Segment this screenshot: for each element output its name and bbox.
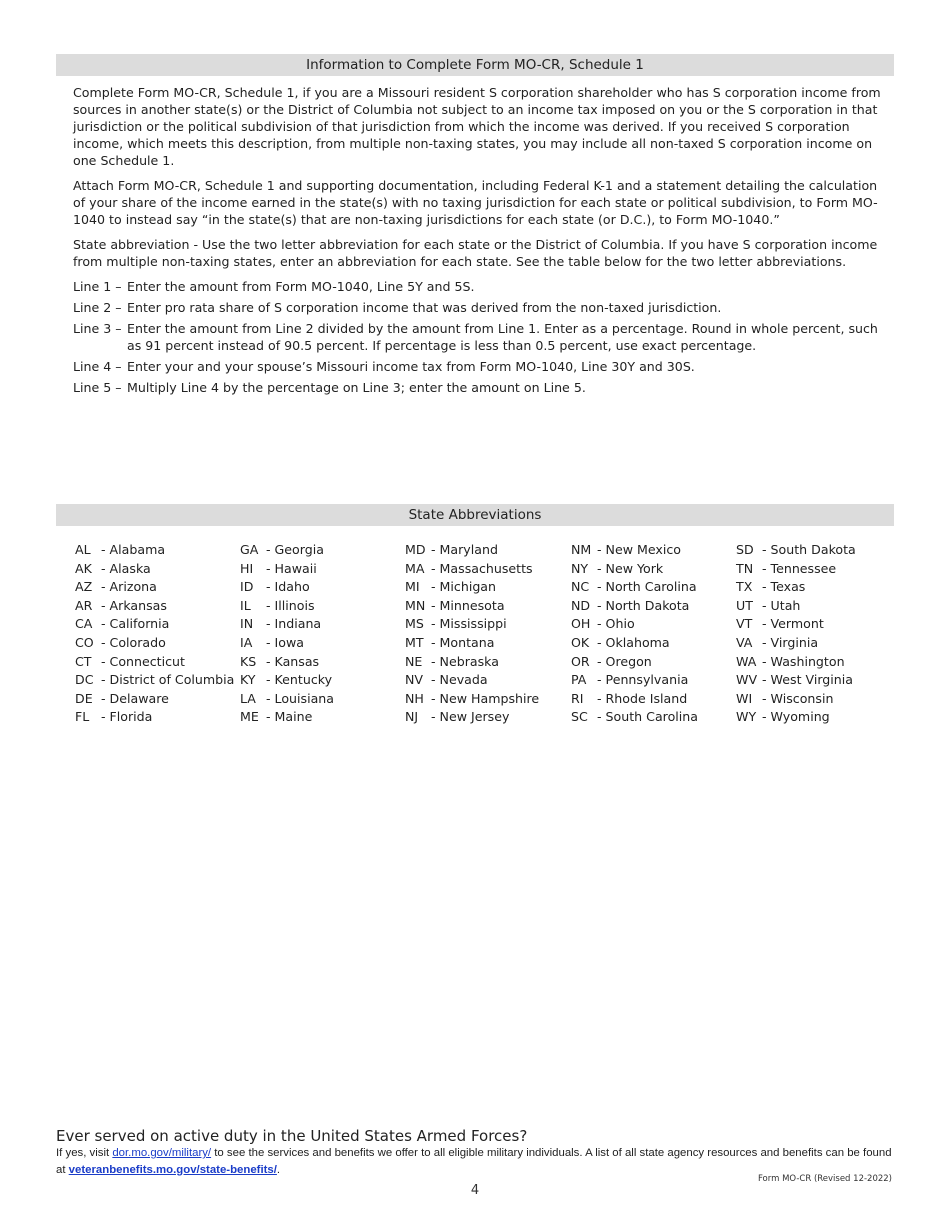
instructions-body — [73, 84, 881, 400]
state-name: - Ohio — [597, 616, 635, 632]
state-abbr: NY — [571, 560, 589, 576]
state-name: - South Carolina — [597, 709, 698, 725]
state-name: - Idaho — [266, 579, 310, 595]
state-abbr: ME — [240, 709, 259, 725]
state-entry — [240, 615, 334, 634]
state-name: - Pennsylvania — [597, 672, 689, 688]
state-abbr: AL — [75, 542, 91, 557]
state-entry — [571, 653, 698, 672]
state-name: - North Carolina — [597, 579, 697, 595]
state-entry — [405, 708, 539, 727]
state-name: - Colorado — [101, 634, 166, 650]
state-entry — [75, 541, 234, 560]
state-abbr: VA — [736, 634, 753, 650]
state-abbr: WY — [736, 709, 757, 725]
state-name: - South Dakota — [762, 542, 856, 557]
state-entry — [571, 597, 698, 616]
state-name: - Florida — [101, 709, 153, 725]
footer-text-part: . — [276, 1163, 281, 1176]
state-entry — [75, 671, 234, 690]
instruction-paragraph: State abbreviation - Use the two letter abbreviation for each state or the District of Columbia. If you have S corporation income from multiple non-taxing states, enter an abbreviation for each state. See the table below for the two letter abbreviations. — [73, 237, 878, 269]
state-name: - Hawaii — [266, 560, 317, 576]
state-abbr: UT — [736, 597, 753, 613]
state-abbr: IN — [240, 616, 254, 632]
footer-text-part: If yes, visit — [56, 1147, 110, 1159]
state-entry — [571, 708, 698, 727]
state-entry — [75, 708, 234, 727]
state-entry — [405, 578, 539, 597]
state-name: - North Dakota — [597, 597, 690, 613]
state-name: - Oklahoma — [597, 634, 670, 650]
state-entry — [240, 541, 334, 560]
state-name: - Georgia — [266, 542, 324, 557]
veteran-benefits-link[interactable]: veteranbenefits.mo.gov/state-benefits/ — [68, 1163, 277, 1176]
state-name: - Maine — [266, 709, 313, 725]
state-abbr: FL — [75, 709, 90, 725]
state-entry — [736, 653, 856, 672]
state-column-1 — [75, 541, 234, 727]
state-entry — [75, 615, 234, 634]
page-number: 4 — [470, 1183, 480, 1198]
state-entry — [736, 578, 856, 597]
state-name: - Nebraska — [431, 653, 499, 669]
state-name: - Kansas — [266, 653, 320, 669]
line-label: Line 4 – — [73, 359, 122, 374]
state-abbr: AR — [75, 597, 93, 613]
section-header-state-abbreviations: State Abbreviations — [56, 504, 894, 526]
state-abbr: MN — [405, 597, 426, 613]
line-text: Enter your and your spouse’s Missouri income tax from Form MO-1040, Line 30Y and 30S. — [127, 359, 695, 374]
state-entry — [405, 597, 539, 616]
state-abbr: VT — [736, 616, 753, 632]
state-abbr: LA — [240, 690, 256, 706]
state-abbr: SC — [571, 709, 588, 725]
state-entry — [240, 578, 334, 597]
state-entry — [240, 560, 334, 579]
state-entry — [240, 653, 334, 672]
state-name: - New Hampshire — [431, 690, 540, 706]
state-name: - Washington — [762, 653, 845, 669]
state-column-4 — [571, 541, 698, 727]
line-text: Enter pro rata share of S corporation income that was derived from the non-taxed jurisdiction. — [127, 300, 722, 315]
state-entry — [736, 671, 856, 690]
state-entry — [240, 690, 334, 709]
state-column-5 — [736, 541, 856, 727]
state-entry — [240, 671, 334, 690]
state-name: - Oregon — [597, 653, 652, 669]
footer-text-part: to see the services and benefits we offer to all eligible military individuals. A list of all state agency resources and benefits can be found at — [56, 1147, 892, 1176]
state-abbr: NJ — [405, 709, 419, 725]
instruction-paragraph: Attach Form MO-CR, Schedule 1 and supporting documentation, including Federal K-1 and a statement detailing the calculation of your share of the income earned in the state(s) with no taxing jurisdiction for each state or political subdivision, to Form MO-1040 to instead say “in the state(s) that are non-taxing jurisdictions for each state (or D.C.), to Form MO-1040.” — [73, 178, 878, 227]
line-label: Line 5 – — [73, 380, 122, 395]
line-instruction-2 — [73, 299, 881, 316]
state-name: - Rhode Island — [597, 690, 688, 706]
state-entry — [405, 615, 539, 634]
state-abbr: IA — [240, 634, 253, 650]
state-name: - Arizona — [101, 579, 157, 595]
state-name: - Vermont — [762, 616, 824, 632]
state-abbr: AK — [75, 560, 92, 576]
state-entry — [75, 597, 234, 616]
state-entry — [405, 653, 539, 672]
state-entry — [240, 708, 334, 727]
state-name: - Maryland — [431, 542, 498, 557]
state-name: - Indiana — [266, 616, 322, 632]
line-label: Line 1 – — [73, 279, 122, 294]
state-entry — [736, 560, 856, 579]
state-name: - New York — [597, 560, 664, 576]
state-name: - New Mexico — [597, 542, 681, 557]
state-abbr: TX — [736, 579, 753, 595]
state-abbr: CT — [75, 653, 92, 669]
state-abbr: NE — [405, 653, 423, 669]
military-heading: Ever served on active duty in the United States Armed Forces? — [56, 1127, 528, 1145]
state-name: - California — [101, 616, 170, 632]
state-entry — [736, 615, 856, 634]
state-abbr: ID — [240, 579, 254, 595]
line-text: Enter the amount from Line 2 divided by the amount from Line 1. Enter as a percentage. Round in whole percent, such as 91 percent instead of 90.5 percent. If percentage is less than 0.5 percent, use exact percentage. — [127, 321, 878, 353]
line-text: Enter the amount from Form MO-1040, Line 5Y and 5S. — [127, 279, 475, 294]
state-entry — [571, 578, 698, 597]
state-abbr: CO — [75, 634, 94, 650]
state-entry — [75, 560, 234, 579]
state-name: - Nevada — [431, 672, 488, 688]
instruction-paragraph: Complete Form MO-CR, Schedule 1, if you are a Missouri resident S corporation shareholder who has S corporation income from sources in another state(s) or the District of Columbia not subject to an income tax imposed on you or the S corporation in that jurisdiction or the political subdivision of that jurisdiction from which the income was derived. If you received S corporation income, which meets this description, from multiple non-taxing states, you may include all non-taxed S corporation income on one Schedule 1. — [73, 85, 881, 168]
state-entry — [75, 690, 234, 709]
state-abbr: TN — [736, 560, 754, 576]
state-abbr: DC — [75, 672, 94, 688]
state-name: - District of Columbia — [101, 672, 235, 688]
state-abbr: MA — [405, 560, 425, 576]
state-name: - Delaware — [101, 690, 169, 706]
state-name: - Alabama — [101, 542, 166, 557]
state-abbr: ND — [571, 597, 591, 613]
state-entry — [571, 541, 698, 560]
state-abbr: OK — [571, 634, 590, 650]
state-column-2 — [240, 541, 334, 727]
line-instruction-3 — [73, 320, 881, 354]
state-abbr: WI — [736, 690, 753, 706]
state-name: - Massachusetts — [431, 560, 533, 576]
state-entry — [571, 560, 698, 579]
military-link[interactable]: dor.mo.gov/military/ — [112, 1147, 212, 1159]
section-header-schedule1-info: Information to Complete Form MO-CR, Schedule 1 — [56, 54, 894, 76]
state-abbr: HI — [240, 560, 254, 576]
state-entry — [571, 634, 698, 653]
state-entry — [736, 634, 856, 653]
state-name: - Mississippi — [431, 616, 507, 632]
state-abbr: MI — [405, 579, 420, 595]
state-name: - Wisconsin — [762, 690, 834, 706]
state-name: - Illinois — [266, 597, 315, 613]
state-entry — [736, 597, 856, 616]
state-abbr: RI — [571, 690, 584, 706]
state-entry — [75, 634, 234, 653]
form-revision-label: Form MO-CR (Revised 12-2022) — [757, 1174, 892, 1184]
state-abbr: MT — [405, 634, 424, 650]
state-entry — [405, 671, 539, 690]
state-abbr: OH — [571, 616, 591, 632]
state-name: - Arkansas — [101, 597, 167, 613]
state-abbr: KY — [240, 672, 256, 688]
state-entry — [405, 634, 539, 653]
state-entry — [736, 541, 856, 560]
state-entry — [405, 560, 539, 579]
state-name: - Iowa — [266, 634, 304, 650]
state-name: - Kentucky — [266, 672, 333, 688]
state-entry — [736, 690, 856, 709]
state-abbr: OR — [571, 653, 590, 669]
line-text: Multiply Line 4 by the percentage on Line 3; enter the amount on Line 5. — [127, 380, 586, 395]
state-entry — [571, 615, 698, 634]
state-abbr: WV — [736, 672, 758, 688]
line-instruction-1 — [73, 278, 881, 295]
state-abbr: NV — [405, 672, 424, 688]
state-name: - Louisiana — [266, 690, 335, 706]
state-name: - Connecticut — [101, 653, 185, 669]
state-entry — [571, 671, 698, 690]
state-abbr: SD — [736, 542, 754, 557]
state-abbr: IL — [240, 597, 251, 613]
state-name: - Texas — [762, 579, 806, 595]
line-label: Line 3 – — [73, 321, 122, 336]
state-name: - Utah — [762, 597, 801, 613]
state-entry — [240, 634, 334, 653]
state-entry — [405, 541, 539, 560]
state-name: - Minnesota — [431, 597, 505, 613]
state-name: - Virginia — [762, 634, 819, 650]
state-name: - Tennessee — [762, 560, 837, 576]
state-abbr: AZ — [75, 579, 93, 595]
state-entry — [240, 597, 334, 616]
state-abbr: WA — [736, 653, 757, 669]
state-abbr: PA — [571, 672, 587, 688]
state-abbr: DE — [75, 690, 93, 706]
state-abbr: MD — [405, 542, 426, 557]
state-abbr: NM — [571, 542, 592, 557]
state-entry — [571, 690, 698, 709]
state-entry — [405, 690, 539, 709]
state-entry — [736, 708, 856, 727]
state-column-3 — [405, 541, 539, 727]
state-abbr: NH — [405, 690, 424, 706]
state-name: - Wyoming — [762, 709, 830, 725]
state-entry — [75, 578, 234, 597]
state-name: - New Jersey — [431, 709, 510, 725]
line-instruction-4 — [73, 358, 881, 375]
line-instruction-5 — [73, 379, 881, 396]
state-abbr: MS — [405, 616, 424, 632]
state-name: - Alaska — [101, 560, 151, 576]
state-abbr: KS — [240, 653, 257, 669]
state-abbr: NC — [571, 579, 590, 595]
line-label: Line 2 – — [73, 300, 122, 315]
state-abbr: GA — [240, 542, 259, 557]
state-name: - Montana — [431, 634, 495, 650]
state-name: - West Virginia — [762, 672, 853, 688]
state-abbr: CA — [75, 616, 93, 632]
state-name: - Michigan — [431, 579, 497, 595]
state-entry — [75, 653, 234, 672]
